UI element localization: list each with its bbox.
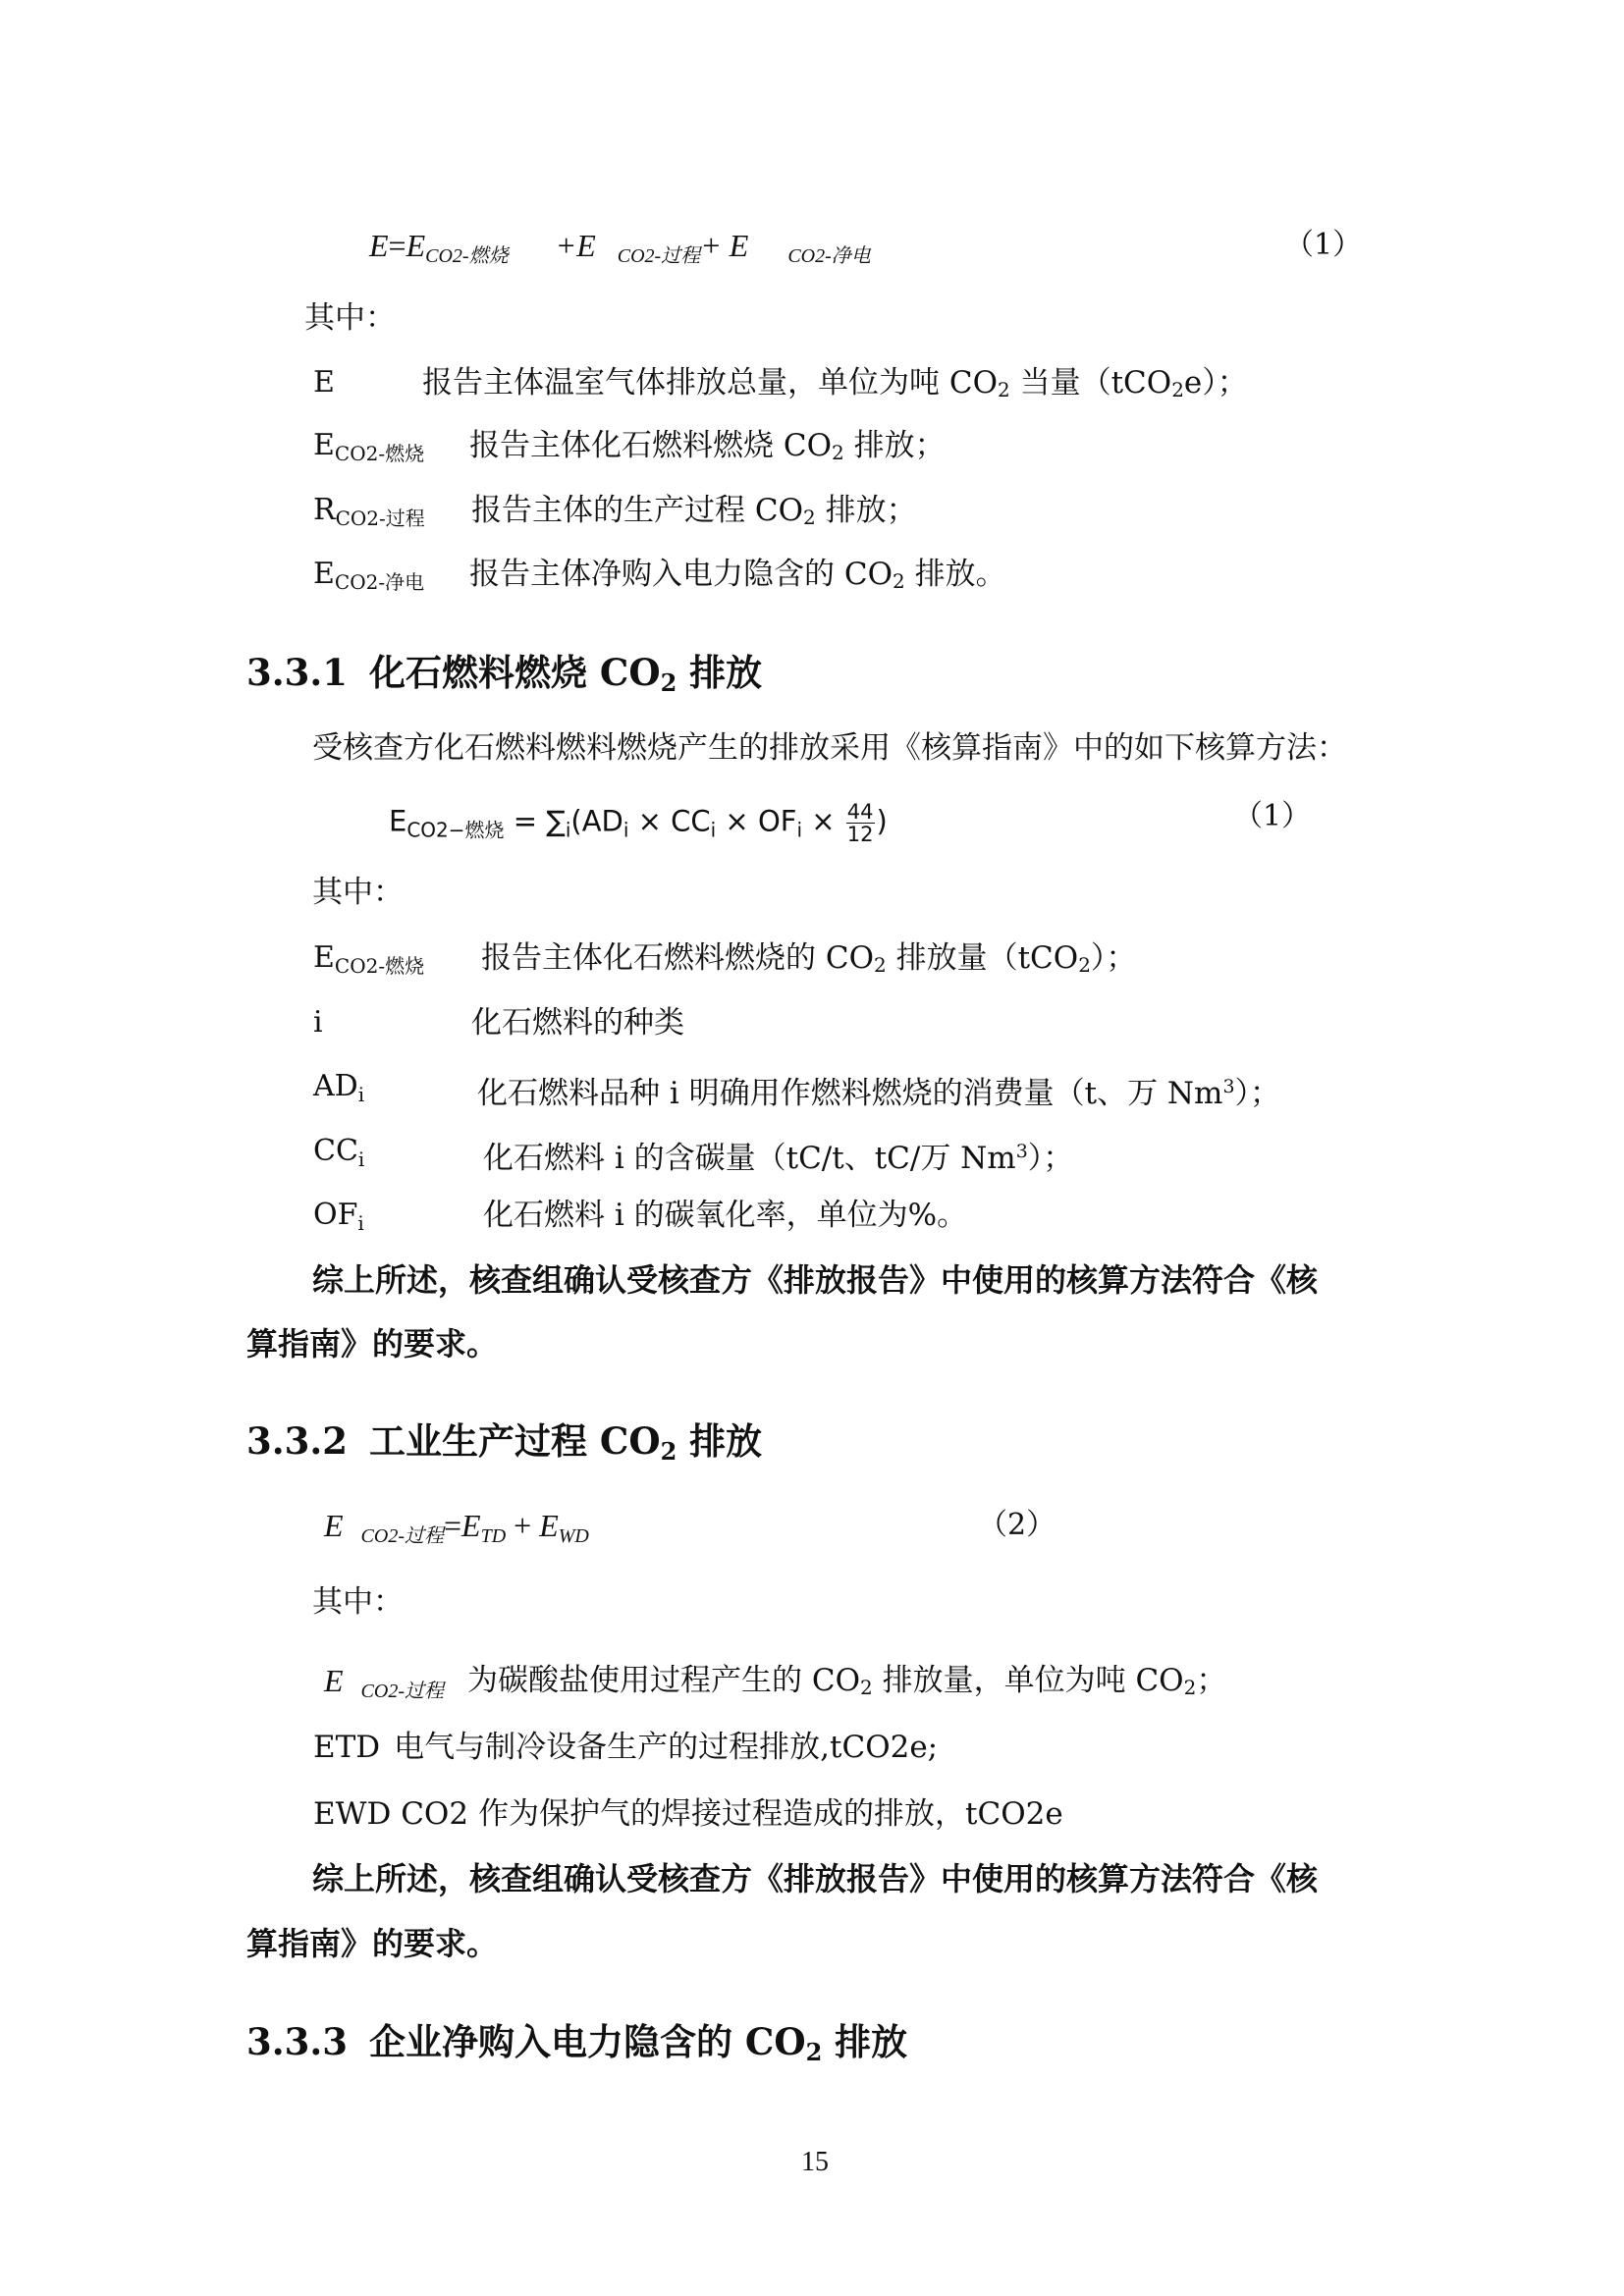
eq-total-equals: =: [388, 228, 406, 263]
section-heading-3-3-1: 3.3.1 化石燃料燃烧 CO2 排放: [246, 651, 763, 697]
def3-etd: ETD 电气与制冷设备生产的过程排放,tCO2e;: [313, 1730, 939, 1765]
eq-total-term3-symbol: + E: [700, 228, 749, 263]
eq-process-number: （2）: [978, 1508, 1056, 1542]
where-label-1: 其中：: [304, 300, 396, 336]
def3-symbol-process: E $_{CO2-过程}$: [324, 1663, 444, 1702]
eq-total-number: （1）: [1284, 228, 1363, 262]
def1-symbol-e: E: [313, 365, 335, 400]
def1-symbol-combustion: $E_{CO2-燃烧}$: [313, 428, 425, 465]
def2-symbol-of: $OF_i$: [313, 1198, 364, 1235]
section-heading-3-3-2: 3.3.2 工业生产过程 CO2 排放: [246, 1419, 763, 1466]
eq-total-term3-subscript: CO2-净电: [787, 245, 871, 267]
equation-process: E $_{CO2-过程}=E_{TD} + E_{WD}$: [324, 1508, 589, 1547]
def2-description-i: 化石燃料的种类: [471, 1005, 684, 1041]
eq-total-term1-symbol: E: [406, 228, 426, 263]
eq-combustion-fraction: $\frac{44}{12}$: [846, 800, 874, 846]
def1-symbol-process: $R_{CO2-过程}$: [313, 493, 425, 530]
def2-symbol-i: i: [313, 1005, 323, 1040]
def1-description-e: 报告主体温室气体排放总量，单位为吨 CO2 当量（tCO2e）；: [422, 365, 1248, 401]
where-label-3: 其中：: [312, 1584, 404, 1620]
def2-description-cc: 化石燃料 i 的含碳量（tC/t、tC/万 Nm$^3$）；: [483, 1141, 1074, 1176]
eq-total-term1-subscript: CO2-燃烧: [425, 245, 509, 267]
paragraph-method-intro: 受核查方化石燃料燃料燃烧产生的排放采用《核算指南》中的如下核算方法：: [312, 730, 1347, 766]
def1-description-net-electricity: 报告主体净购入电力隐含的 CO2 排放。: [469, 557, 1006, 593]
equation-combustion: $E_{CO2-燃烧} = \sum_i(AD_i \times CC_i \times OF_i$ × $\frac{44}{12}$ ): [389, 800, 888, 846]
def2-symbol-combustion: $E_{CO2-燃烧}$: [313, 940, 425, 978]
def2-description-combustion: 报告主体化石燃料燃烧的 CO2 排放量（tCO2）；: [481, 940, 1137, 977]
def1-description-combustion: 报告主体化石燃料燃烧 CO2 排放；: [469, 428, 946, 464]
def3-description-process: 为碳酸盐使用过程产生的 CO2 排放量，单位为吨 CO2；: [467, 1663, 1227, 1699]
section-heading-3-3-3: 3.3.3 企业净购入电力隐含的 CO2 排放: [246, 2020, 908, 2066]
def2-symbol-cc: $CC_i$: [313, 1134, 365, 1171]
conclusion-3-3-1-line2: 算指南》的要求。: [246, 1325, 499, 1362]
conclusion-3-3-1-line1: 综上所述，核查组确认受核查方《排放报告》中使用的核算方法符合《核: [312, 1261, 1319, 1299]
where-label-2: 其中：: [312, 875, 404, 910]
eq-total-term2-symbol: +E: [555, 228, 596, 263]
def2-description-of: 化石燃料 i 的碳氧化率，单位为%。: [483, 1198, 968, 1233]
def1-description-process: 报告主体的生产过程 CO2 排放；: [471, 493, 917, 529]
equation-total: [369, 226, 871, 276]
def2-symbol-ad: $AD_i$: [313, 1069, 365, 1106]
def3-ewd: EWD CO2 作为保护气的焊接过程造成的排放，tCO2e: [313, 1796, 1063, 1832]
def2-description-ad: 化石燃料品种 i 明确用作燃料燃烧的消费量（t、万 Nm$^3$）；: [477, 1076, 1281, 1111]
eq-combustion-number: （1）: [1233, 799, 1312, 833]
def1-symbol-net-electricity: $E_{CO2-净电}$: [313, 557, 425, 594]
eq-total-lhs: E: [369, 228, 389, 263]
conclusion-3-3-2-line1: 综上所述，核查组确认受核查方《排放报告》中使用的核算方法符合《核: [312, 1860, 1319, 1897]
conclusion-3-3-2-line2: 算指南》的要求。: [246, 1925, 499, 1962]
eq-total-term2-subscript: CO2-过程: [617, 245, 701, 267]
page-number: 15: [801, 2147, 829, 2177]
